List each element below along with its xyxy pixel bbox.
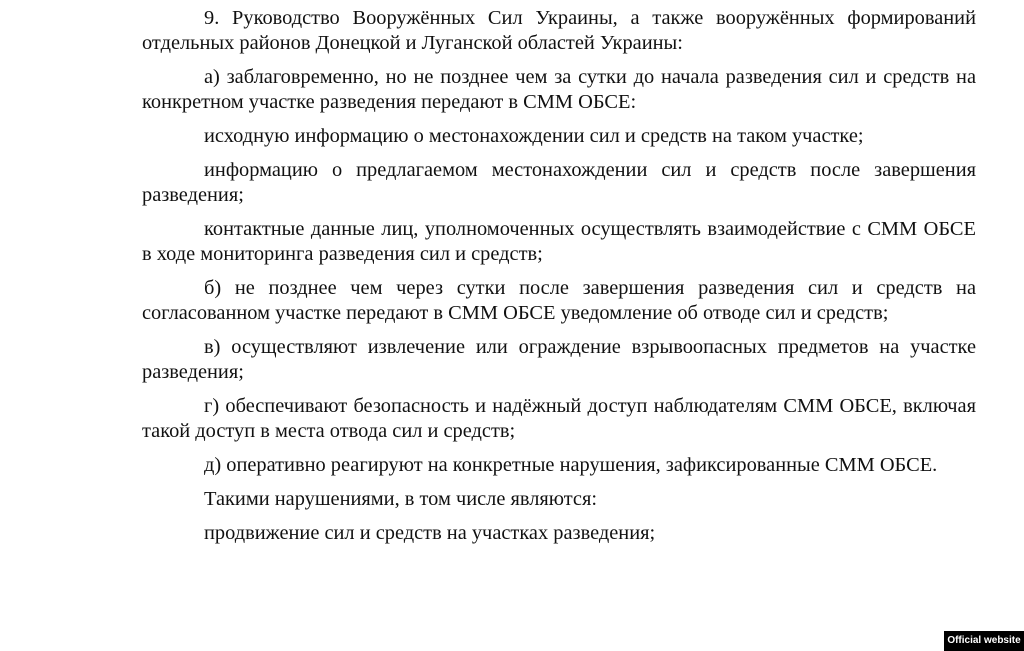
paragraph-violation-advance: продвижение сил и средств на участках разведения;: [204, 522, 656, 544]
official-website-badge: Official website: [944, 631, 1024, 651]
paragraph-subitem-g: г) обеспечивают безопасность и надёжный доступ наблюдателям СММ ОБСЕ, включая такой доступ в места отвода сил и средств;: [142, 395, 976, 442]
paragraph-contact-data: контактные данные лиц, уполномоченных осуществлять взаимодействие с СММ ОБСЕ в ходе мониторинга разведения сил и средств;: [142, 218, 976, 265]
paragraph-subitem-a: а) заблаговременно, но не позднее чем за сутки до начала разведения сил и средств на конкретном участке разведения передают в СММ ОБСЕ:: [142, 66, 976, 113]
document-body: [142, 6, 976, 555]
paragraph-subitem-b: б) не позднее чем через сутки после завершения разведения сил и средств на согласованном участке передают в СММ ОБСЕ уведомление об отводе сил и средств;: [142, 277, 976, 324]
paragraph-proposed-location: информацию о предлагаемом местонахождении сил и средств после завершения разведения;: [142, 159, 976, 206]
paragraph-subitem-d: д) оперативно реагируют на конкретные нарушения, зафиксированные СММ ОБСЕ.: [204, 454, 938, 476]
paragraph-item-9: 9. Руководство Вооружённых Сил Украины, а также вооружённых формирований отдельных районов Донецкой и Луганской областей Украины:: [142, 7, 976, 54]
paragraph-initial-info: исходную информацию о местонахождении сил и средств на таком участке;: [204, 125, 864, 147]
paragraph-subitem-v: в) осуществляют извлечение или ограждение взрывоопасных предметов на участке разведения;: [142, 336, 976, 383]
paragraph-violations-intro: Такими нарушениями, в том числе являются:: [204, 488, 598, 510]
